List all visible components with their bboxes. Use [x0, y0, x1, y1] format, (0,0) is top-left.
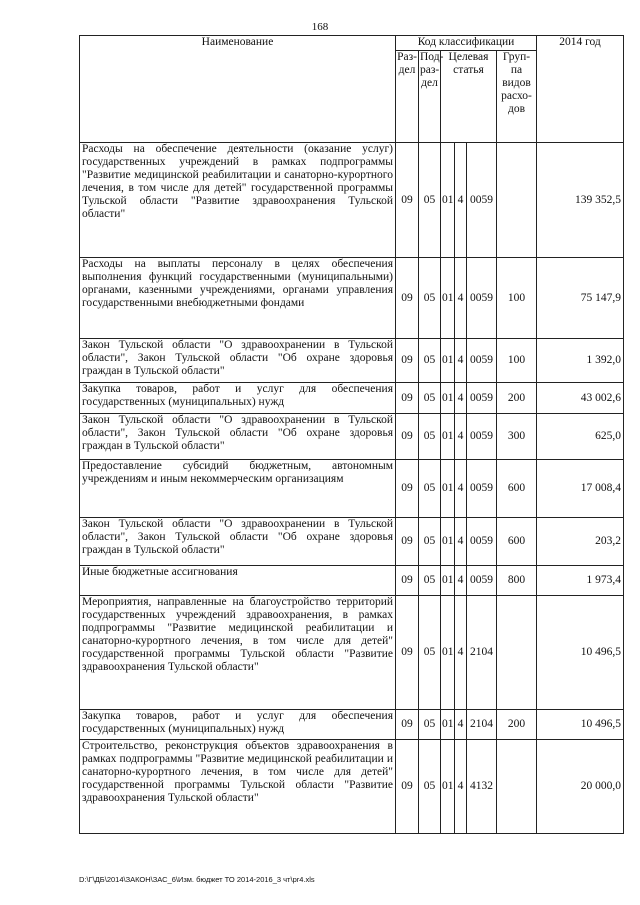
table-row: [80, 596, 624, 710]
row-amount: 203,2: [537, 518, 624, 566]
row-name: Строительство, реконструкция объектов здравоохранения в рамках подпрограммы "Развитие медицинской реабилитации и санаторно-курортного лечения, в том числе для детей" государственной программы Тульской области "Развитие здравоохранения Тульской области": [80, 740, 396, 834]
row-target-part2: 4: [455, 518, 467, 566]
table-row: [80, 414, 624, 460]
row-expense-group: 800: [497, 566, 537, 596]
row-amount: 17 008,4: [537, 460, 624, 518]
row-target-part2: 4: [455, 596, 467, 710]
row-target-part3: 2104: [467, 710, 497, 740]
row-podrazdel: 05: [419, 383, 441, 414]
table-row: [80, 566, 624, 596]
header-podrazdel: Под- раз- дел: [419, 51, 441, 143]
table-row: [80, 143, 624, 258]
row-target-part1: 01: [441, 414, 455, 460]
row-name: Закупка товаров, работ и услуг для обеспечения государственных (муниципальных) нужд: [80, 383, 396, 414]
row-expense-group: 600: [497, 460, 537, 518]
row-target-part3: 0059: [467, 566, 497, 596]
row-name: Закон Тульской области "О здравоохранении в Тульской области", Закон Тульской области "Об охране здоровья граждан в Тульской области": [80, 339, 396, 383]
row-target-part2: 4: [455, 143, 467, 258]
row-razdel: 09: [396, 596, 419, 710]
row-razdel: 09: [396, 740, 419, 834]
budget-table: [79, 35, 624, 834]
row-target-part2: 4: [455, 414, 467, 460]
table-body: [80, 143, 624, 834]
file-path-footer: D:\Г\ДБ\2014\ЗАКОН\ЗАС_6\Изм. бюджет ТО 2014-2016_3 чт\pr4.xls: [79, 875, 315, 884]
row-target-part3: 4132: [467, 740, 497, 834]
table-row: [80, 740, 624, 834]
row-target-part1: 01: [441, 339, 455, 383]
row-expense-group: 100: [497, 258, 537, 339]
row-target-part2: 4: [455, 383, 467, 414]
row-razdel: 09: [396, 414, 419, 460]
row-expense-group: [497, 596, 537, 710]
row-name: Предоставление субсидий бюджетным, автономным учреждениям и иным некоммерческим организациям: [80, 460, 396, 518]
row-expense-group: 600: [497, 518, 537, 566]
row-target-part1: 01: [441, 566, 455, 596]
row-expense-group: 300: [497, 414, 537, 460]
row-name: Иные бюджетные ассигнования: [80, 566, 396, 596]
row-expense-group: 200: [497, 383, 537, 414]
row-name: Расходы на обеспечение деятельности (оказание услуг) государственных учреждений в рамках подпрограммы "Развитие медицинской реабилитации и санаторно-курортного лечения, в том числе для детей" государственной программы Тульской области "Развитие здравоохранения Тульской области": [80, 143, 396, 258]
row-amount: 1 973,4: [537, 566, 624, 596]
row-podrazdel: 05: [419, 143, 441, 258]
row-target-part1: 01: [441, 143, 455, 258]
row-amount: 10 496,5: [537, 710, 624, 740]
row-amount: 75 147,9: [537, 258, 624, 339]
header-year: 2014 год: [537, 36, 624, 143]
row-target-part2: 4: [455, 710, 467, 740]
page-number: 168: [311, 21, 329, 33]
row-target-part2: 4: [455, 460, 467, 518]
row-podrazdel: 05: [419, 710, 441, 740]
row-amount: 1 392,0: [537, 339, 624, 383]
table-row: [80, 518, 624, 566]
row-target-part3: 2104: [467, 596, 497, 710]
row-razdel: 09: [396, 339, 419, 383]
row-name: Расходы на выплаты персоналу в целях обеспечения выполнения функций государственными (муниципальными) органами, казенными учреждениями, органами управления государственными внебюджетными фондами: [80, 258, 396, 339]
row-razdel: 09: [396, 710, 419, 740]
row-target-part3: 0059: [467, 339, 497, 383]
row-amount: 10 496,5: [537, 596, 624, 710]
row-amount: 43 002,6: [537, 383, 624, 414]
row-podrazdel: 05: [419, 566, 441, 596]
row-target-part1: 01: [441, 710, 455, 740]
row-podrazdel: 05: [419, 740, 441, 834]
table-row: [80, 710, 624, 740]
row-expense-group: 100: [497, 339, 537, 383]
row-target-part2: 4: [455, 339, 467, 383]
row-target-part1: 01: [441, 383, 455, 414]
row-target-part2: 4: [455, 566, 467, 596]
row-target-part3: 0059: [467, 518, 497, 566]
row-target-part2: 4: [455, 740, 467, 834]
header-row-top: [80, 36, 624, 51]
header-target-article: Целевая статья: [441, 51, 497, 143]
header-classification: Код классификации: [396, 36, 537, 51]
row-target-part3: 0059: [467, 414, 497, 460]
table-row: [80, 383, 624, 414]
row-podrazdel: 05: [419, 596, 441, 710]
row-name: Мероприятия, направленные на благоустройство территорий государственных учреждений здравоохранения, в рамках подпрограммы "Развитие медицинской реабилитации и санаторно-курортного лечения, в том числе для детей" государственной программы Тульской области "Развитие здравоохранения Тульской области": [80, 596, 396, 710]
header-expense-group: Груп- па видов расхо- дов: [497, 51, 537, 143]
row-expense-group: [497, 143, 537, 258]
row-podrazdel: 05: [419, 460, 441, 518]
row-amount: 625,0: [537, 414, 624, 460]
row-amount: 20 000,0: [537, 740, 624, 834]
row-expense-group: [497, 740, 537, 834]
row-name: Закон Тульской области "О здравоохранении в Тульской области", Закон Тульской области "Об охране здоровья граждан в Тульской области": [80, 414, 396, 460]
row-razdel: 09: [396, 383, 419, 414]
row-target-part1: 01: [441, 518, 455, 566]
row-target-part2: 4: [455, 258, 467, 339]
row-target-part1: 01: [441, 596, 455, 710]
row-expense-group: 200: [497, 710, 537, 740]
row-target-part3: 0059: [467, 460, 497, 518]
row-razdel: 09: [396, 518, 419, 566]
row-target-part1: 01: [441, 460, 455, 518]
row-razdel: 09: [396, 460, 419, 518]
row-podrazdel: 05: [419, 518, 441, 566]
row-razdel: 09: [396, 258, 419, 339]
row-target-part3: 0059: [467, 143, 497, 258]
row-razdel: 09: [396, 566, 419, 596]
row-podrazdel: 05: [419, 339, 441, 383]
row-name: Закон Тульской области "О здравоохранении в Тульской области", Закон Тульской области "Об охране здоровья граждан в Тульской области": [80, 518, 396, 566]
row-target-part1: 01: [441, 258, 455, 339]
row-target-part1: 01: [441, 740, 455, 834]
table-row: [80, 258, 624, 339]
header-razdel: Раз- дел: [396, 51, 419, 143]
row-name: Закупка товаров, работ и услуг для обеспечения государственных (муниципальных) нужд: [80, 710, 396, 740]
row-podrazdel: 05: [419, 258, 441, 339]
row-razdel: 09: [396, 143, 419, 258]
row-target-part3: 0059: [467, 258, 497, 339]
table-row: [80, 339, 624, 383]
header-name: Наименование: [80, 36, 396, 143]
table-row: [80, 460, 624, 518]
row-amount: 139 352,5: [537, 143, 624, 258]
row-target-part3: 0059: [467, 383, 497, 414]
row-podrazdel: 05: [419, 414, 441, 460]
